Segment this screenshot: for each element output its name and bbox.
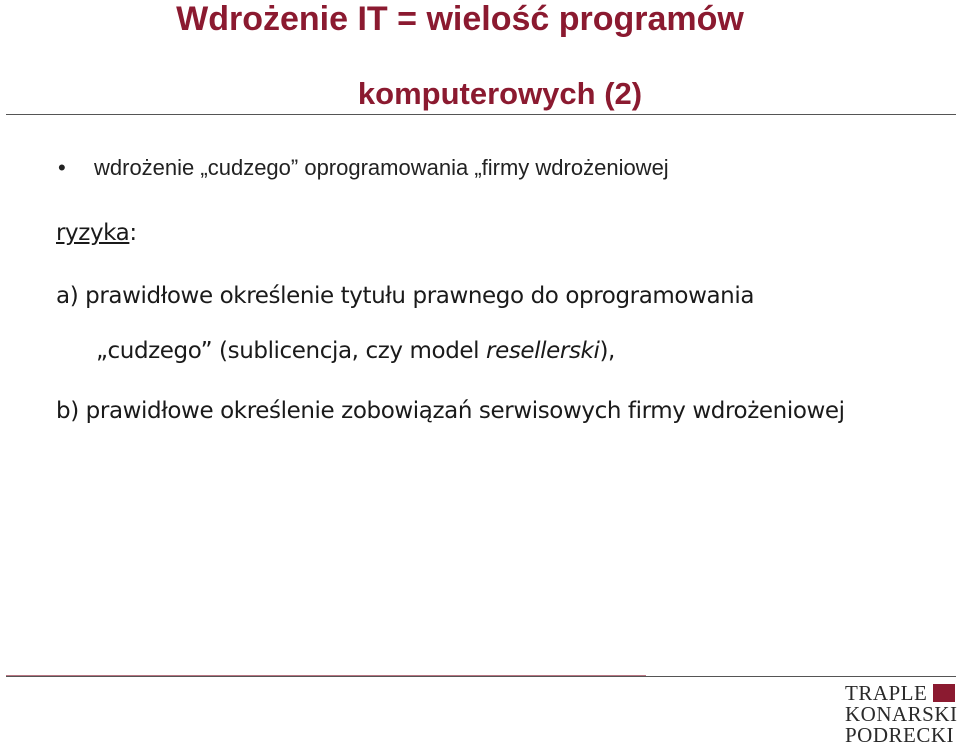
risk-item-a-pre: „cudzego” (sublicencja, czy model <box>96 338 487 364</box>
risk-item-a-italic: resellerski <box>486 338 600 364</box>
bullet-text: wdrożenie „cudzego” oprogramowania „firmy wdrożeniowej <box>94 155 669 180</box>
risk-item-a-continuation <box>96 338 615 364</box>
ryzyka-word: ryzyka <box>56 220 130 246</box>
company-logo <box>845 683 957 747</box>
bottom-divider <box>6 676 956 677</box>
ryzyka-colon: : <box>129 220 137 246</box>
slide-title-line1: Wdrożenie IT = wielość programów <box>176 0 744 38</box>
logo-line-2: KONARSKI <box>845 702 958 726</box>
risk-item-b: b) prawidłowe określenie zobowiązań serwisowych firmy wdrożeniowej <box>56 398 845 424</box>
slide-title-line2: komputerowych (2) <box>357 76 643 111</box>
bullet-dot-icon: • <box>58 155 66 180</box>
logo-line-1: TRAPLE <box>845 681 928 705</box>
risk-item-a: a) prawidłowe określenie tytułu prawnego do oprogramowania <box>56 283 755 309</box>
bullet-item <box>58 155 669 181</box>
ryzyka-label <box>56 220 137 246</box>
top-divider <box>6 114 956 115</box>
logo-line-3: PODRECKI <box>845 723 955 747</box>
bottom-divider-accent <box>6 675 646 676</box>
logo-accent-square-icon <box>933 684 955 702</box>
risk-item-a-post: ), <box>599 338 615 364</box>
